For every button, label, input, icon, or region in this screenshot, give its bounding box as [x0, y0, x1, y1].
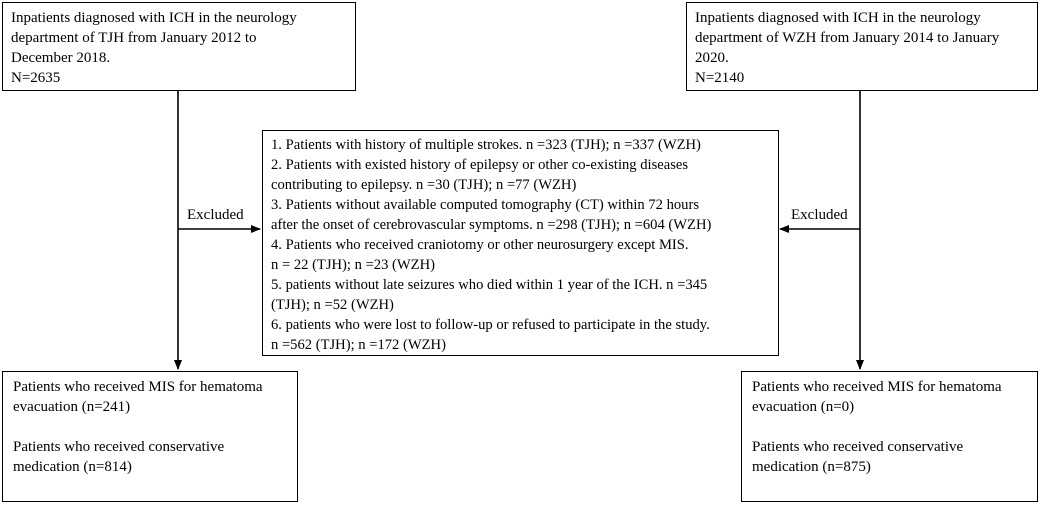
result-box-wzh	[741, 371, 1038, 502]
exclusion-line-11: n =562 (TJH); n =172 (WZH)	[271, 337, 446, 353]
result-tjh-mis-line-2: evacuation (n=241)	[13, 399, 131, 415]
result-tjh-conservative-line-2: medication (n=814)	[13, 459, 132, 475]
exclusion-line-3: contributing to epilepsy. n =30 (TJH); n =77 (WZH)	[271, 177, 577, 193]
source-tjh-line-3: December 2018.	[11, 50, 111, 66]
exclusion-line-5: after the onset of cerebrovascular symptoms. n =298 (TJH); n =604 (WZH)	[271, 217, 712, 233]
source-wzh-line-2: department of WZH from January 2014 to January	[695, 30, 1000, 46]
exclusion-line-10: 6. patients who were lost to follow-up or refused to participate in the study.	[271, 317, 710, 333]
exclusion-line-8: 5. patients without late seizures who died within 1 year of the ICH. n =345	[271, 277, 708, 293]
source-wzh-line-1: Inpatients diagnosed with ICH in the neurology	[695, 10, 981, 26]
exclusion-line-7: n = 22 (TJH); n =23 (WZH)	[271, 257, 435, 273]
exclusion-line-1: 1. Patients with history of multiple strokes. n =323 (TJH); n =337 (WZH)	[271, 137, 701, 153]
excluded-label-right: Excluded	[791, 207, 848, 223]
source-tjh-line-1: Inpatients diagnosed with ICH in the neurology	[11, 10, 297, 26]
source-wzh-line-4: N=2140	[695, 70, 745, 86]
source-tjh-line-2: department of TJH from January 2012 to	[11, 30, 257, 46]
source-tjh-line-4: N=2635	[11, 70, 61, 86]
source-box-wzh	[686, 2, 1038, 91]
exclusion-line-6: 4. Patients who received craniotomy or other neurosurgery except MIS.	[271, 237, 689, 253]
result-wzh-mis-line-2: evacuation (n=0)	[752, 399, 855, 415]
exclusion-line-2: 2. Patients with existed history of epilepsy or other co-existing diseases	[271, 157, 689, 173]
exclusion-criteria-box	[262, 130, 779, 356]
result-wzh-conservative-line-2: medication (n=875)	[752, 459, 871, 475]
source-wzh-line-3: 2020.	[695, 50, 729, 66]
result-box-tjh	[2, 371, 298, 502]
result-wzh-mis-line-1: Patients who received MIS for hematoma	[752, 379, 1002, 395]
source-box-tjh	[2, 2, 356, 91]
exclusion-line-4: 3. Patients without available computed tomography (CT) within 72 hours	[271, 197, 700, 213]
excluded-label-left: Excluded	[187, 207, 244, 223]
exclusion-line-9: (TJH); n =52 (WZH)	[271, 297, 394, 313]
result-wzh-conservative-line-1: Patients who received conservative	[752, 439, 964, 455]
result-tjh-mis-line-1: Patients who received MIS for hematoma	[13, 379, 263, 395]
result-tjh-conservative-line-1: Patients who received conservative	[13, 439, 225, 455]
